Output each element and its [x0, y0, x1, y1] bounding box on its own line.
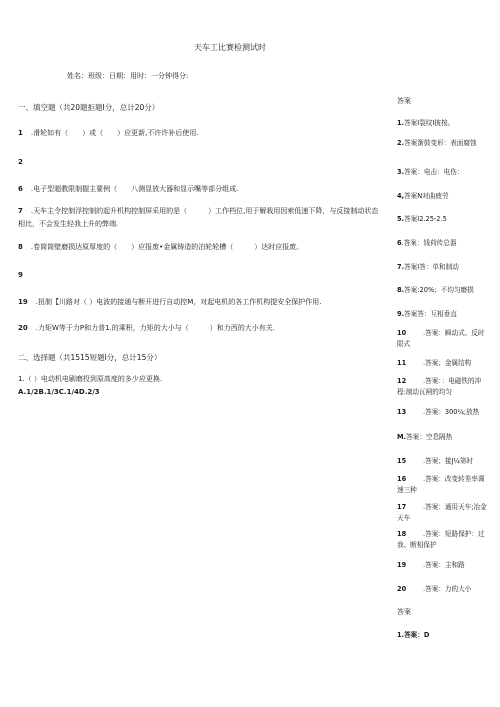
question-6 [18, 183, 380, 196]
question-7 [18, 205, 380, 231]
answer-14: M.答案：空息隔热 [397, 433, 453, 441]
answer-17: 17 .答案：通用天车;冶金天车 [397, 503, 487, 522]
answer-15: 15 .答案；接J¼第时 [397, 457, 473, 465]
answer-1: 1.答案I裂纹I披按。 [397, 119, 455, 127]
answer-5: 5.答案I2.25-2.5 [397, 215, 447, 223]
question-number: 20 [18, 324, 28, 332]
choice-question-1-options: A.1/2B.1/3C.1/4D.2/3 [18, 388, 100, 396]
answer-13: 13 .答案：300¼;放热 [397, 408, 480, 416]
question-2 [18, 156, 380, 169]
section1-heading: 一、填空题（共20题拒题I分，总计20分） [18, 103, 160, 112]
answer-16: 16 .答案：改变转差率调速三种 [397, 475, 485, 494]
answers-header-2: 答案 [397, 608, 411, 616]
answer-11: 11 .答案；金属结构 [397, 359, 472, 367]
question-text: .天车主令控制浮控制的起升机构控制屏采用的是（ ）工作档位,用于解栽用因索低速下降，与反接制动状态相比，不会发生轻我上升的弊端. [18, 207, 379, 228]
question-number: 7 [18, 207, 23, 215]
question-text: .电子型超教限制握主要例（ 八测显放大器和显示嘴等部分组成. [30, 185, 239, 193]
question-number: 19 [18, 298, 28, 306]
choice-question-1: 1.（ ）电动机电刷磨投到原高度的多少应更换. [18, 375, 163, 383]
answers-header: 答案 [397, 97, 411, 105]
answer-8: 8.答案:20%；不均匀磨损 [397, 286, 474, 294]
question-number: 8 [18, 243, 23, 251]
question-19 [18, 296, 380, 309]
question-9 [18, 269, 380, 282]
answer-20: 20 .答案：力的大小 [397, 585, 472, 593]
document-title: 天车工比赛检测试时 [194, 43, 266, 52]
answer-12: 12 .答案：：电磁铁的冲程:制动瓦闸的均匀 [397, 377, 482, 396]
answer-18: 18 .答案：短路保护：过我、断相保护 [397, 530, 485, 549]
question-1 [18, 127, 380, 140]
answer-9: 9.答案答：互相垂直 [397, 310, 457, 318]
question-text: .力矩W等于力P和力普1.的乘积，力矩的大小与（ ）和力西的大小有关. [35, 324, 276, 332]
answer-4: 4,答案N对曲疲劳 [397, 192, 449, 200]
question-number: 6 [18, 185, 23, 193]
question-number: 9 [18, 271, 23, 279]
info-line: 姓名：班级：日期：用时：一分钟得分: [67, 72, 189, 80]
answer-2: 2.答案渐鼓变形：表面腐蚀 [397, 139, 477, 147]
question-number: 1 [18, 129, 23, 137]
question-20 [18, 322, 380, 335]
choice-answer-1: 1.答案：D [397, 631, 430, 639]
question-text: .卷筒筒壁磨损达原厚度的（ ）应报废•金属铸造的泊轮轮槽（ ）达时应报废。 [30, 243, 304, 251]
answer-3: 3.答案：电击：电伤： [397, 168, 464, 176]
answer-19: 19 .答案：主和路 [397, 561, 465, 569]
question-number: 2 [18, 158, 23, 166]
answer-6: 6.答案：钱荷传总器 [397, 239, 457, 247]
section2-heading: 二、选择题（共1515短题I分，总计15分） [18, 353, 162, 362]
question-text: .滑轮如有（ ）或（ ）应更新,不许许补后使用. [30, 129, 199, 137]
question-text: .扭制【川路对（ ）电波的接通与断开进行自动控M，对起电机的各工作机构提安全保护作用. [35, 298, 322, 306]
answer-10: 10 .答案：瞬动式、反时限式 [397, 329, 485, 348]
question-8 [18, 241, 380, 254]
answer-7: 7.答案I答：单和制动 [397, 263, 459, 271]
